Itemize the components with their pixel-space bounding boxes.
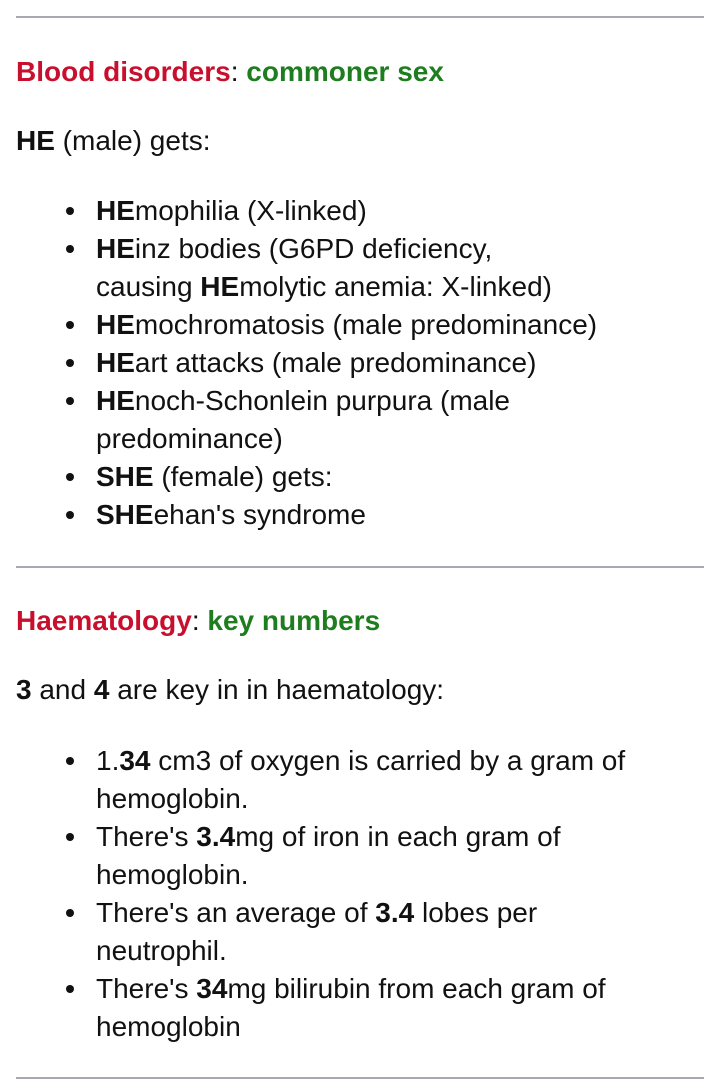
list-item: SHEehan's syndrome [96,496,706,534]
list-item: 1.34 cm3 of oxygen is carried by a gram of hemoglobin. [96,742,706,818]
key-numbers-list [96,742,706,1046]
list-item: There's 3.4mg of iron in each gram of hemoglobin. [96,818,636,894]
bottom-divider [16,1077,704,1079]
list-item: SHE (female) gets: [96,458,706,496]
key-numbers-intro-text: 3 and 4 are key in in haematology: [16,674,445,705]
list-item: HEinz bodies (G6PD deficiency, causing HEmolytic anemia: X-linked) [96,230,566,306]
he-intro-text: HE (male) gets: [16,125,211,156]
list-item: HEmochromatosis (male predominance) [96,306,706,344]
blood-disorders-list [96,192,706,534]
top-divider [16,16,704,18]
list-item: There's an average of 3.4 lobes per neutrophil. [96,894,606,970]
list-item: HEart attacks (male predominance) [96,344,706,382]
list-item: There's 34mg bilirubin from each gram of hemoglobin [96,970,706,1046]
list-item: HEmophilia (X-linked) [96,192,706,230]
list-item: HEnoch-Schonlein purpura (male predominance) [96,382,576,458]
section-heading-blood-disorders: Blood disorders: commoner sex [16,56,444,87]
section-divider [16,566,704,568]
section-heading-haematology: Haematology: key numbers [16,605,381,636]
